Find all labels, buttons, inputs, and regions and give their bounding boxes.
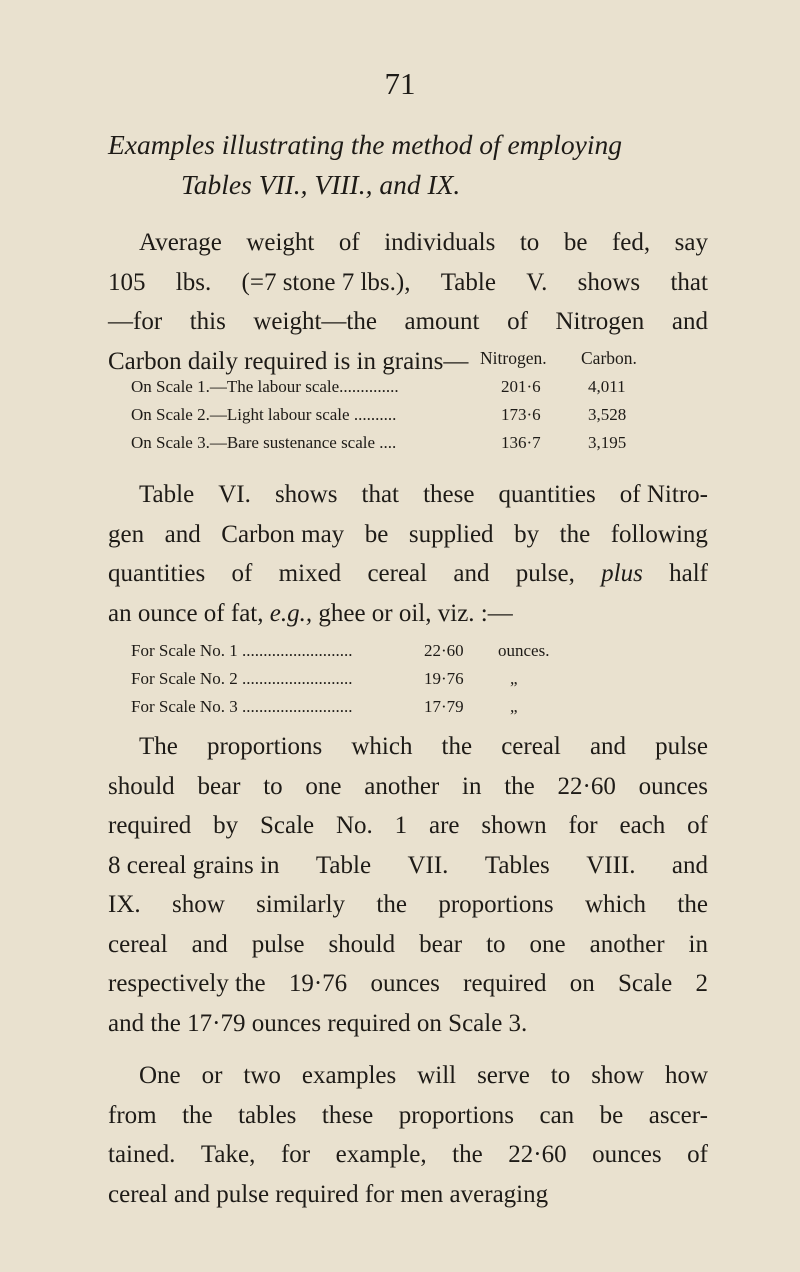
text-word: Table [315, 851, 372, 879]
text-word: required [463, 970, 547, 997]
text-word: to [486, 930, 506, 958]
text-word: pulse [251, 930, 305, 958]
text-word: from [108, 1101, 157, 1129]
text-word: on [569, 970, 595, 997]
text-word: half [669, 560, 708, 587]
text-word: ounces [638, 772, 708, 800]
text-line [108, 1004, 708, 1044]
text-word: which [584, 891, 647, 918]
ounces-value: 22·60 [424, 641, 464, 660]
text-word: show [591, 1062, 644, 1089]
text-word: 19·76 [288, 970, 348, 997]
text-word: 105 [108, 268, 146, 296]
text-word: amount [404, 308, 480, 335]
text-word: in [462, 772, 482, 800]
text-word: averaging [449, 1180, 549, 1208]
scale-label: For Scale No. 1 .......................... [131, 641, 353, 660]
text-line [108, 475, 708, 515]
text-word: Table [139, 481, 195, 508]
text-word: of [231, 560, 253, 587]
text-word: the [504, 772, 535, 800]
text-line [108, 1096, 708, 1136]
text-word: the [182, 1101, 213, 1129]
text-line [108, 1175, 708, 1215]
text-word: for [280, 1141, 311, 1168]
paragraph-3 [108, 727, 708, 1043]
text-word: 8 cereal grains in [108, 851, 280, 879]
text-word: an ounce of fat, e.g., ghee or oil, viz. :— [108, 599, 513, 627]
text-word: Take, [200, 1141, 256, 1168]
text-word: serve [477, 1062, 530, 1089]
text-word: respectively the [108, 970, 266, 997]
text-word: each [619, 812, 666, 839]
text-word: similarly [256, 891, 346, 918]
ounces-unit: ounces. [498, 641, 550, 660]
text-word: and [173, 1180, 211, 1208]
text-word: of [338, 229, 360, 256]
text-word: this [189, 308, 226, 335]
text-word: tables [238, 1101, 297, 1129]
text-word: one [529, 930, 566, 958]
text-word: cereal [501, 733, 561, 760]
text-word: the [677, 891, 708, 918]
text-word: Table [440, 268, 496, 296]
nitrogen-value: 201·6 [501, 377, 541, 396]
text-word: cereal [108, 1180, 168, 1208]
text-word: or [201, 1062, 223, 1089]
text-word: for [364, 1180, 394, 1208]
text-word: say [674, 229, 708, 256]
text-word: example, [335, 1141, 427, 1168]
text-line [108, 554, 708, 594]
text-line [108, 1056, 708, 1096]
text-word: another [589, 930, 665, 958]
text-word: bear [419, 930, 463, 958]
text-word: which [351, 733, 413, 760]
text-line [108, 964, 708, 1004]
text-word: be [364, 520, 389, 548]
text-word: how [664, 1062, 708, 1089]
text-word: 2 [695, 970, 708, 997]
text-word: 22·60 [557, 772, 616, 800]
text-word: Carbon may [221, 520, 345, 548]
text-word: to [263, 772, 283, 800]
text-line [108, 925, 708, 965]
paragraph-4 [108, 1056, 708, 1214]
text-word: can [539, 1101, 575, 1129]
text-word: fed, [611, 229, 651, 256]
nitrogen-value: 136·7 [501, 433, 541, 452]
text-line [108, 806, 708, 846]
text-word: cereal [367, 560, 428, 587]
text-line [108, 223, 708, 263]
paragraph-2 [108, 475, 708, 633]
text-word: plus [601, 560, 643, 587]
text-word: another [364, 772, 440, 800]
text-word: Tables [484, 851, 550, 879]
text-word: —for [108, 308, 163, 335]
text-word: 22·60 [508, 1141, 567, 1168]
text-word: ounces [370, 970, 440, 997]
text-word: of [687, 812, 708, 839]
text-word: by [514, 520, 540, 548]
text-word: and [164, 520, 201, 548]
text-word: two [243, 1062, 281, 1089]
text-word: pulse [216, 1180, 270, 1208]
text-word: one [305, 772, 342, 800]
text-word: in [688, 930, 708, 958]
text-word: and [191, 930, 228, 958]
text-line [108, 594, 708, 634]
text-word: and [453, 560, 490, 587]
text-word: ounces [592, 1141, 662, 1168]
nitrogen-column-header: Nitrogen. [480, 348, 547, 368]
text-word: the [452, 1141, 483, 1168]
text-word: shows [577, 268, 641, 296]
text-word: and [671, 851, 708, 879]
text-word: by [213, 812, 239, 839]
text-word: individuals [384, 229, 496, 256]
text-word: tained. [108, 1141, 176, 1168]
text-line [108, 1135, 708, 1175]
text-word: will [417, 1062, 457, 1089]
text-word: examples [301, 1062, 397, 1089]
text-word: the [376, 891, 407, 918]
text-word: Nitrogen [555, 308, 645, 335]
scale-label: For Scale No. 3 .......................... [131, 697, 353, 716]
text-word: these [321, 1101, 374, 1129]
text-word: VII. [407, 851, 449, 879]
carbon-value: 3,195 [588, 433, 627, 452]
text-word: shows [274, 481, 338, 508]
text-word: should [108, 772, 175, 800]
text-word: IX. [108, 891, 141, 918]
text-word: should [328, 930, 396, 958]
text-word: mixed [278, 560, 342, 587]
text-line [108, 846, 708, 886]
text-word: to [519, 229, 540, 256]
text-word: the [559, 520, 591, 548]
text-word: be [563, 229, 588, 256]
text-word: One [139, 1062, 181, 1089]
text-word: supplied [408, 520, 494, 548]
text-word: The [139, 733, 178, 760]
text-word: be [599, 1101, 624, 1129]
text-word: proportions [438, 891, 554, 918]
carbon-value: 4,011 [588, 377, 626, 396]
ounces-value: 17·79 [424, 697, 464, 716]
text-line [108, 263, 708, 303]
ounces-unit: „ [510, 697, 518, 716]
text-word: of Nitro- [619, 481, 708, 508]
text-word: show [172, 891, 225, 918]
nitrogen-value: 173·6 [501, 405, 541, 424]
text-word: VI. [218, 481, 251, 508]
text-word: of [507, 308, 528, 335]
text-word: and the 17·79 ounces required on Scale 3. [108, 1009, 528, 1037]
text-word: quantities [108, 560, 206, 587]
text-word: pulse [655, 733, 708, 760]
text-word: lbs. [175, 268, 212, 296]
text-word: bear [197, 772, 241, 800]
text-word: weight—the [253, 308, 377, 335]
text-word: that [361, 481, 400, 508]
text-word: following [610, 520, 708, 548]
row-label: On Scale 3.—Bare sustenance scale .... [131, 433, 397, 452]
text-word: gen [108, 520, 145, 548]
text-word: Average [139, 229, 222, 256]
text-word: of [687, 1141, 708, 1168]
carbon-value: 3,528 [588, 405, 627, 424]
text-word: quantities [498, 481, 596, 508]
text-word: (=7 stone 7 lbs.), [241, 268, 411, 296]
text-word: V. [526, 268, 548, 296]
ounces-value: 19·76 [424, 669, 464, 688]
text-word: required [108, 812, 192, 839]
text-word: for [568, 812, 598, 839]
text-line [108, 515, 708, 555]
text-line [108, 302, 708, 342]
text-word: and [589, 733, 627, 760]
text-word: are [428, 812, 460, 839]
text-line [108, 767, 708, 807]
text-word: men [400, 1180, 444, 1208]
text-line [108, 885, 708, 925]
text-word: to [550, 1062, 571, 1089]
text-word: the [441, 733, 473, 760]
heading-line-2: Tables VII., VIII., and IX. [181, 169, 461, 200]
text-word: shown [481, 812, 547, 839]
text-word: pulse, [515, 560, 575, 587]
heading-line-1: Examples illustrating the method of employing [108, 129, 623, 160]
text-word: Carbon daily required is in grains— [108, 347, 469, 375]
text-word: proportions [398, 1101, 515, 1129]
text-word: that [670, 268, 708, 296]
text-word: VIII. [586, 851, 636, 879]
ounces-unit: „ [510, 669, 518, 688]
text-word: No. [335, 812, 373, 839]
text-word: 1 [394, 812, 408, 839]
text-word: and [671, 308, 708, 335]
text-line [108, 727, 708, 767]
scale-label: For Scale No. 2 .......................... [131, 669, 353, 688]
text-word: required [275, 1180, 359, 1208]
text-word: these [423, 481, 475, 508]
text-word: ascer- [648, 1101, 708, 1129]
carbon-column-header: Carbon. [581, 348, 637, 368]
text-word: Scale [618, 970, 673, 997]
text-word: proportions [206, 733, 323, 760]
text-word: cereal [108, 930, 168, 958]
row-label: On Scale 2.—Light labour scale .......... [131, 405, 397, 424]
row-label: On Scale 1.—The labour scale.............. [131, 377, 399, 396]
text-word: weight [246, 229, 315, 256]
text-word: Scale [259, 812, 315, 839]
page-number: 71 [384, 66, 416, 101]
section-heading [108, 125, 708, 205]
